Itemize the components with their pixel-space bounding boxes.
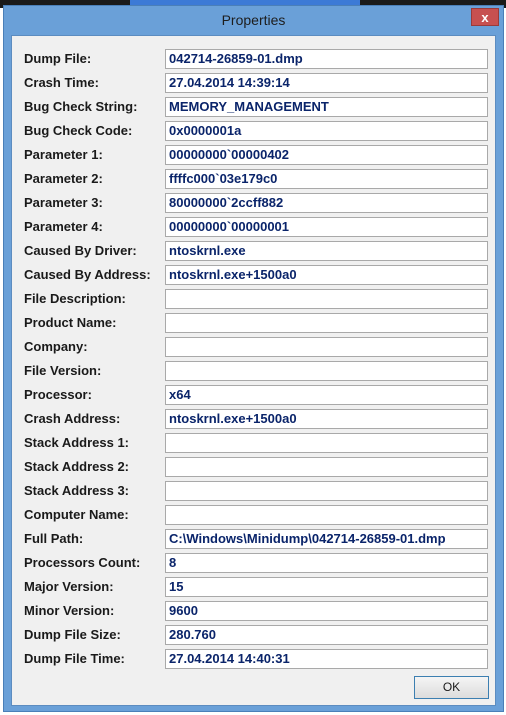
property-value-field[interactable]: C:\Windows\Minidump\042714-26859-01.dmp [165, 529, 488, 549]
property-row [12, 551, 495, 575]
property-value-field[interactable]: ntoskrnl.exe+1500a0 [165, 265, 488, 285]
property-label: Major Version: [24, 579, 114, 594]
property-label: File Description: [24, 291, 126, 306]
property-label: Crash Address: [24, 411, 121, 426]
property-value-field[interactable]: 15 [165, 577, 488, 597]
property-row [12, 623, 495, 647]
property-label: Caused By Driver: [24, 243, 137, 258]
property-row [12, 287, 495, 311]
property-label: Caused By Address: [24, 267, 151, 282]
property-row [12, 479, 495, 503]
property-label: Computer Name: [24, 507, 129, 522]
property-row [12, 431, 495, 455]
property-label: Dump File: [24, 51, 92, 66]
dialog-title: Properties [221, 12, 286, 28]
property-value-field[interactable] [165, 313, 488, 333]
property-row [12, 359, 495, 383]
property-label: Bug Check Code: [24, 123, 133, 138]
property-row [12, 647, 495, 671]
property-row [12, 47, 495, 71]
property-row [12, 119, 495, 143]
property-value-field[interactable]: x64 [165, 385, 488, 405]
property-row [12, 383, 495, 407]
property-row [12, 503, 495, 527]
property-value-field[interactable]: 00000000`00000001 [165, 217, 488, 237]
properties-panel [11, 35, 496, 706]
property-label: Bug Check String: [24, 99, 138, 114]
property-label: Dump File Size: [24, 627, 121, 642]
property-label: Full Path: [24, 531, 84, 546]
property-row [12, 239, 495, 263]
property-value-field[interactable]: 9600 [165, 601, 488, 621]
property-value-field[interactable] [165, 361, 488, 381]
property-label: Product Name: [24, 315, 117, 330]
property-row [12, 575, 495, 599]
property-value-field[interactable] [165, 433, 488, 453]
property-value-field[interactable]: ntoskrnl.exe+1500a0 [165, 409, 488, 429]
property-row [12, 71, 495, 95]
property-label: Crash Time: [24, 75, 99, 90]
property-label: File Version: [24, 363, 102, 378]
property-value-field[interactable]: 280.760 [165, 625, 488, 645]
property-row [12, 455, 495, 479]
close-icon: x [481, 9, 489, 25]
property-value-field[interactable] [165, 481, 488, 501]
property-row [12, 191, 495, 215]
title-bar[interactable] [4, 6, 503, 34]
property-label: Dump File Time: [24, 651, 125, 666]
property-row [12, 95, 495, 119]
property-row [12, 599, 495, 623]
property-label: Parameter 4: [24, 219, 103, 234]
property-label: Parameter 3: [24, 195, 103, 210]
properties-dialog [3, 5, 504, 712]
property-value-field[interactable] [165, 505, 488, 525]
property-label: Stack Address 3: [24, 483, 130, 498]
property-value-field[interactable] [165, 337, 488, 357]
property-value-field[interactable]: 80000000`2ccff882 [165, 193, 488, 213]
property-row [12, 407, 495, 431]
property-row [12, 143, 495, 167]
property-row [12, 335, 495, 359]
property-value-field[interactable]: 00000000`00000402 [165, 145, 488, 165]
property-label: Parameter 1: [24, 147, 103, 162]
property-label: Stack Address 1: [24, 435, 130, 450]
property-label: Stack Address 2: [24, 459, 130, 474]
property-value-field[interactable] [165, 289, 488, 309]
close-button[interactable] [471, 8, 499, 26]
property-label: Processors Count: [24, 555, 141, 570]
property-value-field[interactable]: 8 [165, 553, 488, 573]
property-row [12, 527, 495, 551]
property-value-field[interactable]: 27.04.2014 14:40:31 [165, 649, 488, 669]
property-label: Processor: [24, 387, 92, 402]
property-value-field[interactable]: ffffc000`03e179c0 [165, 169, 488, 189]
property-label: Parameter 2: [24, 171, 103, 186]
property-row [12, 215, 495, 239]
property-value-field[interactable] [165, 457, 488, 477]
property-row [12, 263, 495, 287]
property-value-field[interactable]: 27.04.2014 14:39:14 [165, 73, 488, 93]
property-value-field[interactable]: 0x0000001a [165, 121, 488, 141]
property-value-field[interactable]: 042714-26859-01.dmp [165, 49, 488, 69]
property-label: Minor Version: [24, 603, 115, 618]
property-row [12, 311, 495, 335]
property-value-field[interactable]: ntoskrnl.exe [165, 241, 488, 261]
property-value-field[interactable]: MEMORY_MANAGEMENT [165, 97, 488, 117]
property-row [12, 167, 495, 191]
property-label: Company: [24, 339, 88, 354]
ok-button[interactable]: OK [414, 676, 489, 699]
